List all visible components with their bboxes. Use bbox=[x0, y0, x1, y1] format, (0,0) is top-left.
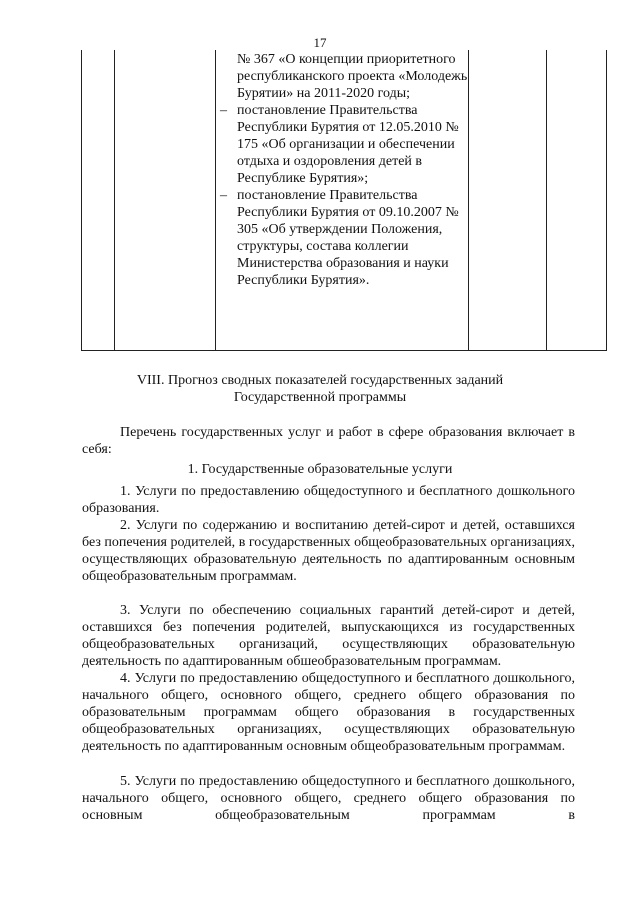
paragraph-item-3: 3. Услуги по обеспечению социальных гарантий детей-сирот и детей, оставшихся без попечения родителей, выпускающихся из государственных общеобразовательных организаций, осуществляющих образовательную деятельность по адаптированным обшеобразовательным программам. bbox=[82, 603, 575, 669]
list-dash: – bbox=[220, 188, 227, 203]
paragraph-item-1: 1. Услуги по предоставлению общедоступного и бесплатного дошкольного образования. bbox=[82, 484, 575, 516]
intro-paragraph: Перечень государственных услуг и работ в сфере образования включает в себя: bbox=[82, 425, 575, 457]
list-item bbox=[215, 187, 468, 289]
list-item-text: постановление Правительства Республики Бурятия от 09.10.2007 № 305 «Об утверждении Положения, структуры, состава коллегии Министерства образования и науки Республики Бурятия». bbox=[237, 188, 459, 288]
page-number: 17 bbox=[313, 35, 327, 50]
list-item bbox=[215, 51, 468, 102]
list-dash: – bbox=[220, 103, 227, 118]
continuation-table bbox=[81, 50, 607, 351]
section-heading-line-1: VIII. Прогноз сводных показателей государственных заданий bbox=[136, 373, 504, 388]
list-item-text: № 367 «О концепции приоритетного республиканского проекта «Молодежь Бурятии» на 2011-2020 годы; bbox=[237, 52, 468, 101]
table-column-divider bbox=[114, 50, 115, 350]
table-column-divider bbox=[468, 50, 469, 350]
table-column-divider bbox=[546, 50, 547, 350]
paragraph-item-2: 2. Услуги по содержанию и воспитанию детей-сирот и детей, оставшихся без попечения родителей, в государственных общеобразовательных организациях, осуществляющих образовательную деятельность по адаптированным основным общеобразовательным программам. bbox=[82, 518, 575, 584]
section-heading-line-2: Государственной программы bbox=[233, 390, 407, 405]
subheading: 1. Государственные образовательные услуги bbox=[187, 462, 453, 477]
list-item-text: постановление Правительства Республики Бурятия от 12.05.2010 № 175 «Об организации и обеспечении отдыха и оздоровления детей в Республике Бурятия»; bbox=[237, 103, 459, 186]
table-cell-legal-basis bbox=[215, 51, 468, 289]
paragraph-item-5: 5. Услуги по предоставлению общедоступного и бесплатного дошкольного, начального общего, основного общего, среднего общего образования по основным общеобразовательным программам в bbox=[82, 774, 575, 823]
list-item bbox=[215, 102, 468, 187]
paragraph-item-4: 4. Услуги по предоставлению общедоступного и бесплатного дошкольного, начального общего, основного общего, среднего общего образования по образовательным программам общего образования в государственных общеобразовательных организациях, осуществляющих образовательную деятельность по адаптированным основным общеобразовательным программам. bbox=[82, 671, 575, 754]
